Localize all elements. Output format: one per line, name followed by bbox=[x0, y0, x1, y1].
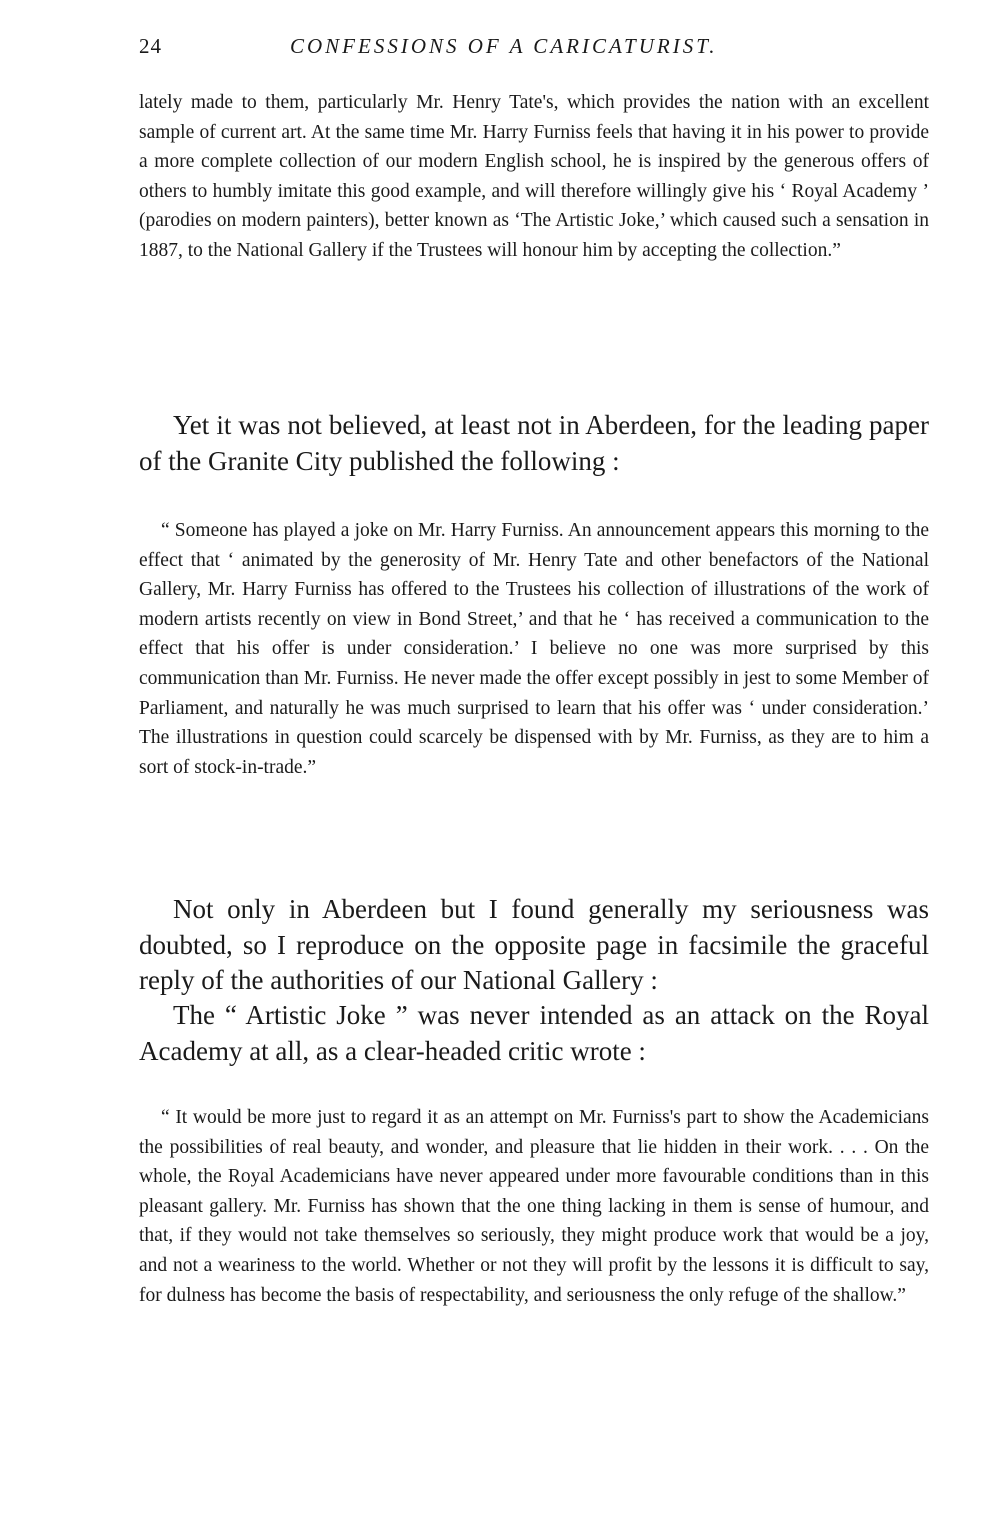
running-title: CONFESSIONS OF A CARICATURIST. bbox=[290, 34, 718, 58]
quote-critic: “ It would be more just to regard it as an attempt on Mr. Furniss's part to show the Academicians the possibilities of real beauty, and wonder, and pleasure that lie hidden in their work. . . . On the whole, the Royal Academicians have never appeared under more favourable conditions than in this pleasant gallery. Mr. Furniss has shown that the one thing lacking in them is sense of humour, and that, if they would not take themselves so seriously, they might produce work that would be a joy, and not a weariness to the world. Whether or not they will profit by the lessons it is difficult to say, for dulness has become the basis of respectability, and seriousness the only refuge of the shallow.” bbox=[139, 1107, 929, 1306]
quote-aberdeen-paper: “ Someone has played a joke on Mr. Harry Furniss. An announcement appears this morning to the effect that ‘ animated by the generosity of Mr. Henry Tate and other benefactors of the National Gallery, Mr. Harry Furniss has offered to the Trustees his collection of illustrations of the work of modern artists recently on view in Bond Street,’ and that he ‘ has received a communication to the effect that his offer is under consideration.’ I believe no one was more surprised by this communication than Mr. Furniss. He never made the offer except possibly in jest to some Member of Parliament, and naturally he was much surprised to learn that his offer was ‘ under consideration.’ The illustrations in question could scarcely be dispensed with by Mr. Furniss, as they are to him a sort of stock-in-trade.” bbox=[139, 520, 929, 778]
page-number: 24 bbox=[139, 34, 162, 58]
paragraph-artistic-joke: The “ Artistic Joke ” was never intended as an attack on the Royal Academy at all, as a clear-headed critic wrote : bbox=[139, 1000, 929, 1066]
paragraph-seriousness-doubted: Not only in Aberdeen but I found generally my seriousness was doubted, so I reproduce on the opposite page in facsimile the graceful reply of the authorities of our National Gallery : bbox=[139, 894, 929, 995]
paragraph-not-believed: Yet it was not believed, at least not in Aberdeen, for the leading paper of the Granite City published the following : bbox=[139, 410, 929, 476]
paragraph-continued-quote: lately made to them, particularly Mr. Henry Tate's, which provides the nation with an excellent sample of current art. At the same time Mr. Harry Furniss feels that having it in his power to provide a more complete collection of our modern English school, he is inspired by the generous offers of others to humbly imitate this good example, and will therefore willingly give his ‘ Royal Academy ’ (parodies on modern painters), better known as ‘The Artistic Joke,’ which caused such a sensation in 1887, to the National Gallery if the Trustees will honour him by accepting the collection.” bbox=[139, 92, 929, 261]
